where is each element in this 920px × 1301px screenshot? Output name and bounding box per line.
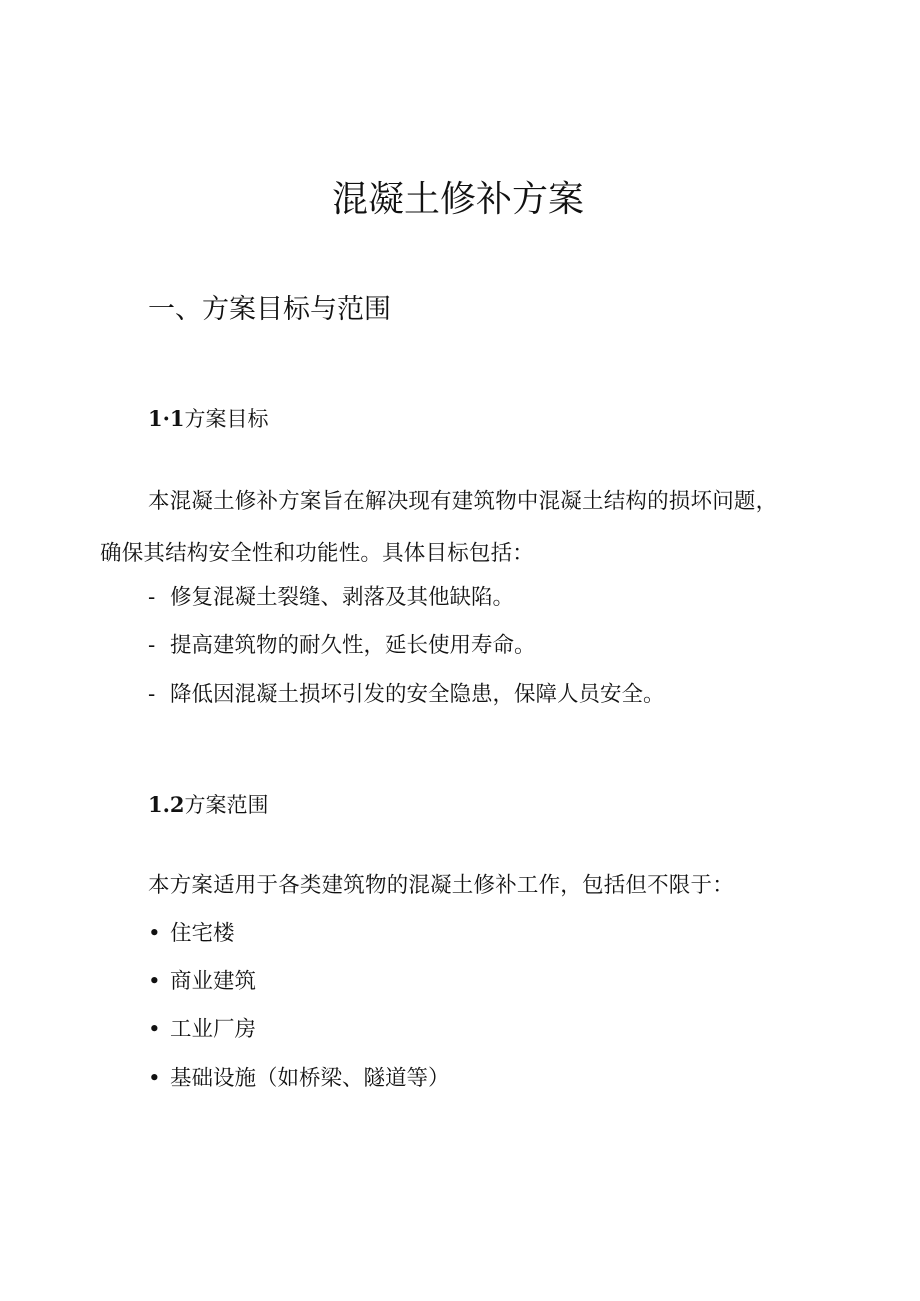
list-item [148,966,256,998]
bullet-marker: • [148,1066,161,1091]
list-item [148,582,514,614]
list-item [148,918,235,950]
subsection-title: 方案范围 [184,793,269,817]
subsection-heading-goals [148,404,269,434]
list-item [148,1014,256,1046]
list-item [148,1063,450,1095]
bullet-marker: • [148,1017,161,1042]
list-item-text: 基础设施（如桥梁、隧道等） [170,1066,450,1091]
list-item-text: 商业建筑 [170,969,257,994]
bullet-marker: • [148,969,161,994]
dash-marker: - [148,585,156,610]
goals-intro-paragraph: 本混凝土修补方案旨在解决现有建筑物中混凝土结构的损坏问题，确保其结构安全性和功能性。具体目标包括： [100,489,778,566]
dash-marker: - [148,682,156,707]
list-item-text: 修复混凝土裂缝、剥落及其他缺陷。 [170,585,515,610]
list-item-text: 提高建筑物的耐久性，延长使用寿命。 [170,633,536,658]
scope-intro-paragraph: 本方案适用于各类建筑物的混凝土修补工作，包括但不限于： [148,873,734,898]
subsection-number: 1·1 [148,406,185,431]
subsection-title: 方案目标 [184,407,269,431]
bullet-marker: • [148,921,161,946]
list-item-text: 降低因混凝土损坏引发的安全隐患，保障人员安全。 [170,682,665,707]
document-title: 混凝土修补方案 [331,179,584,220]
section-heading-goals-scope: 一、方案目标与范围 [148,294,391,325]
list-item [148,630,536,662]
dash-marker: - [148,633,156,658]
subsection-heading-scope [148,790,269,820]
subsection-number: 1.2 [148,792,185,817]
list-item-text: 工业厂房 [170,1017,257,1042]
list-item [148,679,665,711]
list-item-text: 住宅楼 [170,921,235,946]
